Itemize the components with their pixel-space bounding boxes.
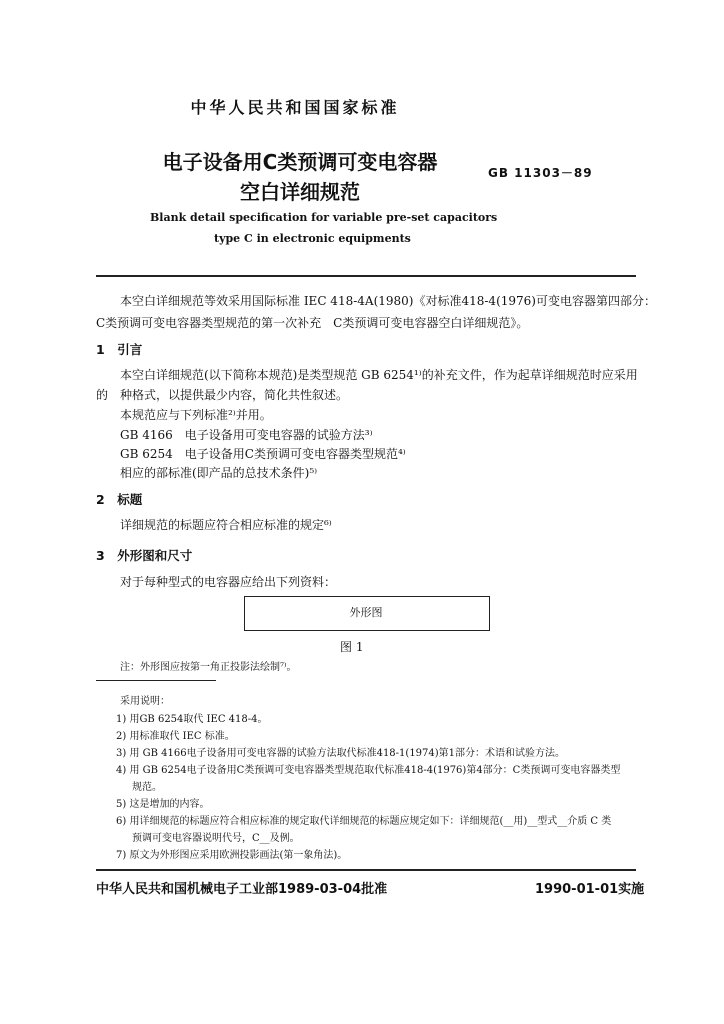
- figure-caption: 图 1: [340, 640, 364, 654]
- section-1-line-6: 相应的部标准(即产品的总技术条件)⁵⁾: [120, 466, 318, 480]
- footer-divider: [96, 869, 636, 871]
- adoption-note-4-line-1: 4) 用 GB 6254电子设备用C类预调可变电容器类型规范取代标准418-4(1976)第4部分：C类预调可变电容器类型: [116, 765, 621, 776]
- document-title-line-1: 电子设备用C类预调可变电容器: [162, 150, 438, 174]
- standard-header-title: 中华人民共和国国家标准: [190, 98, 400, 117]
- adoption-note-3: 3) 用 GB 4166电子设备用可变电容器的试验方法取代标准418-1(1974)第1部分：术语和试验方法。: [116, 748, 566, 759]
- adoption-notes-heading: 采用说明：: [120, 696, 170, 707]
- english-title-line-2: type C in electronic equipments: [214, 232, 411, 245]
- adoption-note-6-line-1: 6) 用详细规范的标题应符合相应标准的规定取代详细规范的标题应规定如下：详细规范(__用)__型式__介质 C 类: [116, 816, 612, 827]
- standard-number: GB 11303－89: [488, 166, 593, 180]
- header-divider: [96, 275, 636, 277]
- figure-note: 注：外形图应按第一角正投影法绘制⁷⁾。: [120, 662, 297, 673]
- adoption-note-5: 5) 这是增加的内容。: [116, 799, 210, 810]
- section-3-line-1: 对于每种型式的电容器应给出下列资料：: [120, 575, 337, 589]
- section-1-line-5: GB 6254 电子设备用C类预调可变电容器类型规范⁴⁾: [120, 447, 406, 461]
- adoption-note-1: 1) 用GB 6254取代 IEC 418-4。: [116, 714, 268, 725]
- section-3-heading: 3 外形图和尺寸: [96, 548, 193, 563]
- adoption-note-7: 7) 原文为外形图应采用欧洲投影画法(第一象角法)。: [116, 850, 348, 861]
- section-1-heading: 1 引言: [96, 342, 143, 357]
- outline-drawing-label: 外形图: [349, 606, 383, 619]
- adoption-note-4-line-2: 规范。: [132, 782, 162, 793]
- section-1-line-2: 的 种格式，以提供最少内容，简化共性叙述。: [96, 388, 349, 402]
- section-1-line-1: 本空白详细规范(以下简称本规范)是类型规范 GB 6254¹⁾的补充文件，作为起草详细规范时应采用: [120, 368, 638, 382]
- section-1-line-4: GB 4166 电子设备用可变电容器的试验方法³⁾: [120, 428, 373, 442]
- implementation-date: 1990-01-01实施: [535, 882, 645, 897]
- document-title-line-2: 空白详细规范: [240, 180, 360, 204]
- section-2-line-1: 详细规范的标题应符合相应标准的规定⁶⁾: [120, 518, 332, 532]
- adoption-note-2: 2) 用标准取代 IEC 标准。: [116, 731, 235, 742]
- footnote-divider: [96, 680, 216, 681]
- section-1-line-3: 本规范应与下列标准²⁾并用。: [120, 408, 272, 422]
- intro-line-2: C类预调可变电容器类型规范的第一次补充 C类预调可变电容器空白详细规范》。: [96, 316, 529, 330]
- adoption-note-6-line-2: 预调可变电容器说明代号，C__及例。: [132, 833, 300, 844]
- approval-date: 中华人民共和国机械电子工业部1989-03-04批准: [96, 882, 388, 897]
- english-title-line-1: Blank detail specification for variable pre-set capacitors: [150, 211, 498, 224]
- section-2-heading: 2 标题: [96, 492, 143, 507]
- intro-line-1: 本空白详细规范等效采用国际标准 IEC 418-4A(1980)《对标准418-4(1976)可变电容器第四部分：: [120, 294, 656, 308]
